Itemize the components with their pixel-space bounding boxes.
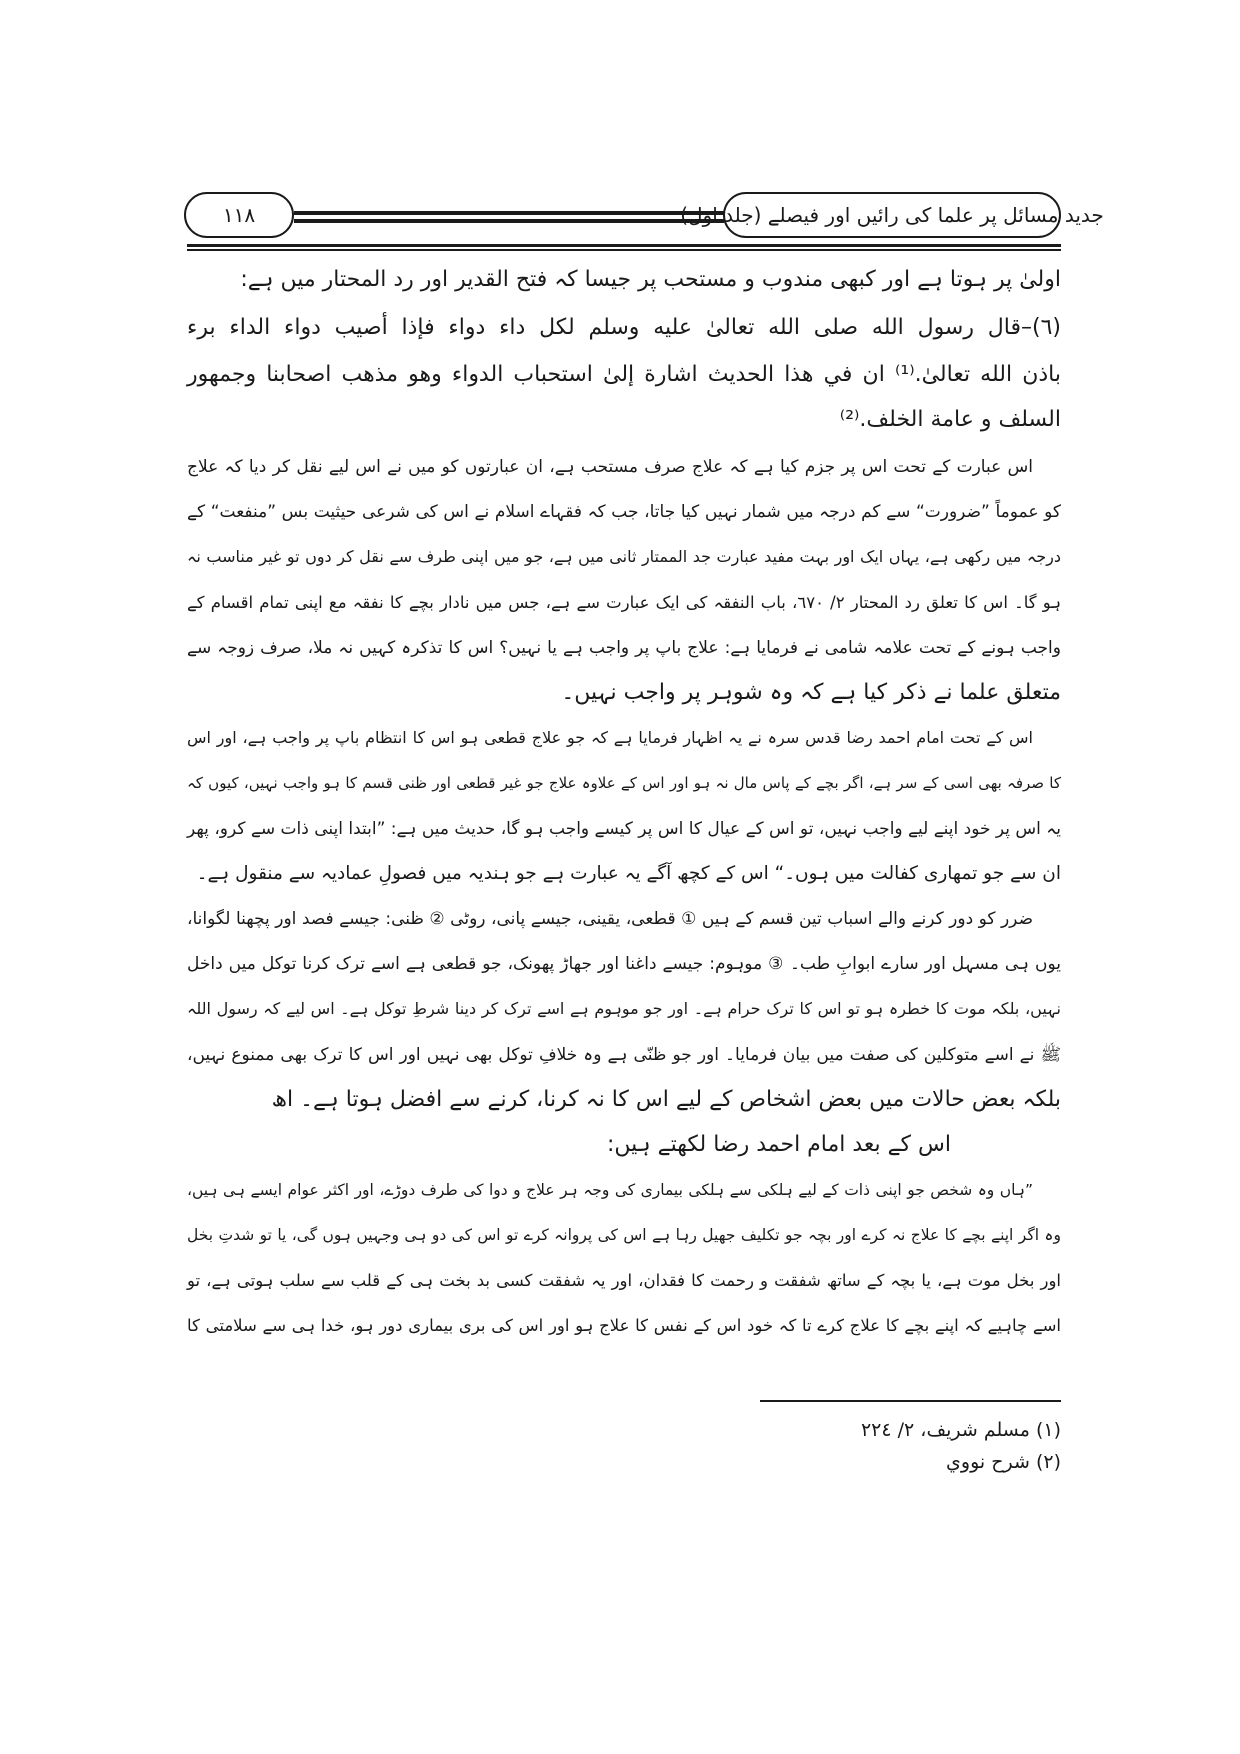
body-line: اس کے تحت امام احمد رضا قدس سرہ نے یہ اظہار فرمایا ہے کہ جو علاج قطعی ہو اس کا انتظام باپ پر واجب ہے، اور اس	[187, 728, 1033, 748]
body-line: اس کے بعد امام احمد رضا لکھتے ہیں:	[607, 1132, 951, 1157]
book-title: جدید مسائل پر علما کی رائیں اور فیصلے (جلد اول)	[680, 203, 1104, 227]
footnote-1: (١) مسلم شريف، ٢/ ٢٢٤	[860, 1419, 1061, 1441]
body-line: کو عموماً ”ضرورت“ سے کم درجہ میں شمار نہیں کیا جاتا، جب کہ فقہاے اسلام نے اس کی شرعی حیثیت بس ”منفعت“ کے	[187, 502, 1061, 523]
body-line: ﷺ نے اسے متوکلین کی صفت میں بیان فرمایا۔ اور جو ظنّی ہے وہ خلافِ توکل بھی نہیں اور اس کا ترک بھی ممنوع نہیں،	[187, 1044, 1061, 1065]
body-line: اس عبارت کے تحت اس پر جزم کیا ہے کہ علاج صرف مستحب ہے، ان عبارتوں کو میں نے اس لیے نقل کر دیا کہ علاج	[187, 457, 1033, 477]
footnote-rule	[760, 1400, 1061, 1402]
header-rule-bottom	[187, 249, 1061, 251]
body-line: ہو گا۔ اس کا تعلق رد المحتار ٢/ ٦٧٠، باب النفقہ کی ایک عبارت سے ہے، جس میں نادار بچے کا نفقہ مع اپنی تمام اقسام کے	[187, 592, 1061, 612]
body-line: واجب ہونے کے تحت علامہ شامی نے فرمایا ہے: علاج باپ پر واجب ہے یا نہیں؟ اس کا تذکرہ کہیں نہ ملا، صرف زوجہ سے	[187, 637, 1061, 658]
intro-line: اولیٰ پر ہوتا ہے اور کبھی مندوب و مستحب پر جیسا کہ فتح القدیر اور رد المحتار میں ہے:	[240, 267, 1061, 292]
body-line: ان سے جو تمھاری کفالت میں ہوں۔“ اس کے کچھ آگے یہ عبارت ہے جو ہندیہ میں فصولِ عمادیہ سے منقول ہے۔	[196, 862, 1061, 884]
page-number: ١١٨	[222, 203, 256, 227]
body-line: اسے چاہیے کہ اپنے بچے کا علاج کرے تا کہ خود اس کے نفس کا علاج ہو اور اس کی بری بیماری دور ہو، خدا ہی سے سلامتی کا	[187, 1315, 1061, 1335]
body-line: ”ہاں وہ شخص جو اپنی ذات کے لیے ہلکی سے ہلکی بیماری کی وجہ ہر علاج و دوا کی طرف دوڑے، اور اکثر عوام ایسے ہی ہیں،	[187, 1181, 1033, 1200]
body-line: متعلق علما نے ذکر کیا ہے کہ وہ شوہر پر واجب نہیں۔	[561, 680, 1061, 705]
arabic-quote-line: السلف و عامة الخلف.⁽²⁾	[839, 407, 1061, 432]
body-line: کا صرفہ بھی اسی کے سر ہے، اگر بچے کے پاس مال نہ ہو اور اس کے علاوہ علاج جو غیر قطعی اور ظنی قسم کا ہو واجب نہیں، کیوں کہ	[187, 774, 1061, 793]
header-bar-upper	[294, 211, 724, 215]
header-rule-top	[187, 244, 1061, 247]
body-line: درجہ میں رکھی ہے، یہاں ایک اور بہت مفید عبارت جد الممتار ثانی میں ہے، جو میں اپنی طرف سے نقل کر دوں تو غیر مناسب نہ	[187, 547, 1061, 567]
header-bar-lower	[294, 219, 724, 223]
body-line: یہ اس پر خود اپنے لیے واجب نہیں، تو اس کے عیال کا اس پر کیسے واجب ہو گا، حدیث میں ہے: ”ابتدا اپنی ذات سے کرو، پھر	[186, 818, 1061, 839]
page-number-box	[184, 192, 294, 238]
body-line: ضرر کو دور کرنے والے اسباب تین قسم کے ہیں ① قطعی، یقینی، جیسے پانی، روٹی ② ظنی: جیسے فصد اور پچھنا لگوانا،	[187, 909, 1033, 929]
body-line: نہیں، بلکہ موت کا خطرہ ہو تو اس کا ترک حرام ہے۔ اور جو موہوم ہے اسے ترک کر دینا شرطِ توکل ہے۔ اس لیے کہ رسول اللہ	[187, 999, 1061, 1019]
body-line: بلکہ بعض حالات میں بعض اشخاص کے لیے اس کا نہ کرنا، کرنے سے افضل ہوتا ہے۔ اھ	[271, 1086, 1061, 1112]
footnote-2: (٢) شرح نووي	[946, 1451, 1061, 1473]
book-title-box	[680, 192, 1104, 238]
body-line: وہ اگر اپنے بچے کا علاج نہ کرے اور بچہ جو تکلیف جھیل رہا ہے اس کی پروانہ کرے تو اس کی دو ہی وجہیں ہوں گی، یا تو شدتِ بخل	[187, 1226, 1061, 1245]
body-line: اور بخل موت ہے، یا بچہ کے ساتھ شفقت و رحمت کا فقدان، اور یہ شفقت کسی بد بخت ہی کے قلب سے سلب ہوتی ہے، تو	[187, 1270, 1061, 1290]
arabic-quote-line: (٦)–قال رسول الله صلى الله تعالىٰ عليه وسلم لكل داء دواء فإذا أصيب دواء الداء برء	[187, 315, 1061, 340]
body-line: یوں ہی مسہل اور سارے ابوابِ طب۔ ③ موہوم: جیسے داغنا اور جھاڑ پھونک، جو قطعی ہے اسے ترک کرنا توکل میں داخل	[187, 954, 1061, 975]
arabic-quote-line: باذن الله تعالىٰ.⁽¹⁾ ان في هذا الحديث اشارة إلىٰ استحباب الدواء وهو مذهب اصحابنا وجمهور	[187, 362, 1061, 387]
